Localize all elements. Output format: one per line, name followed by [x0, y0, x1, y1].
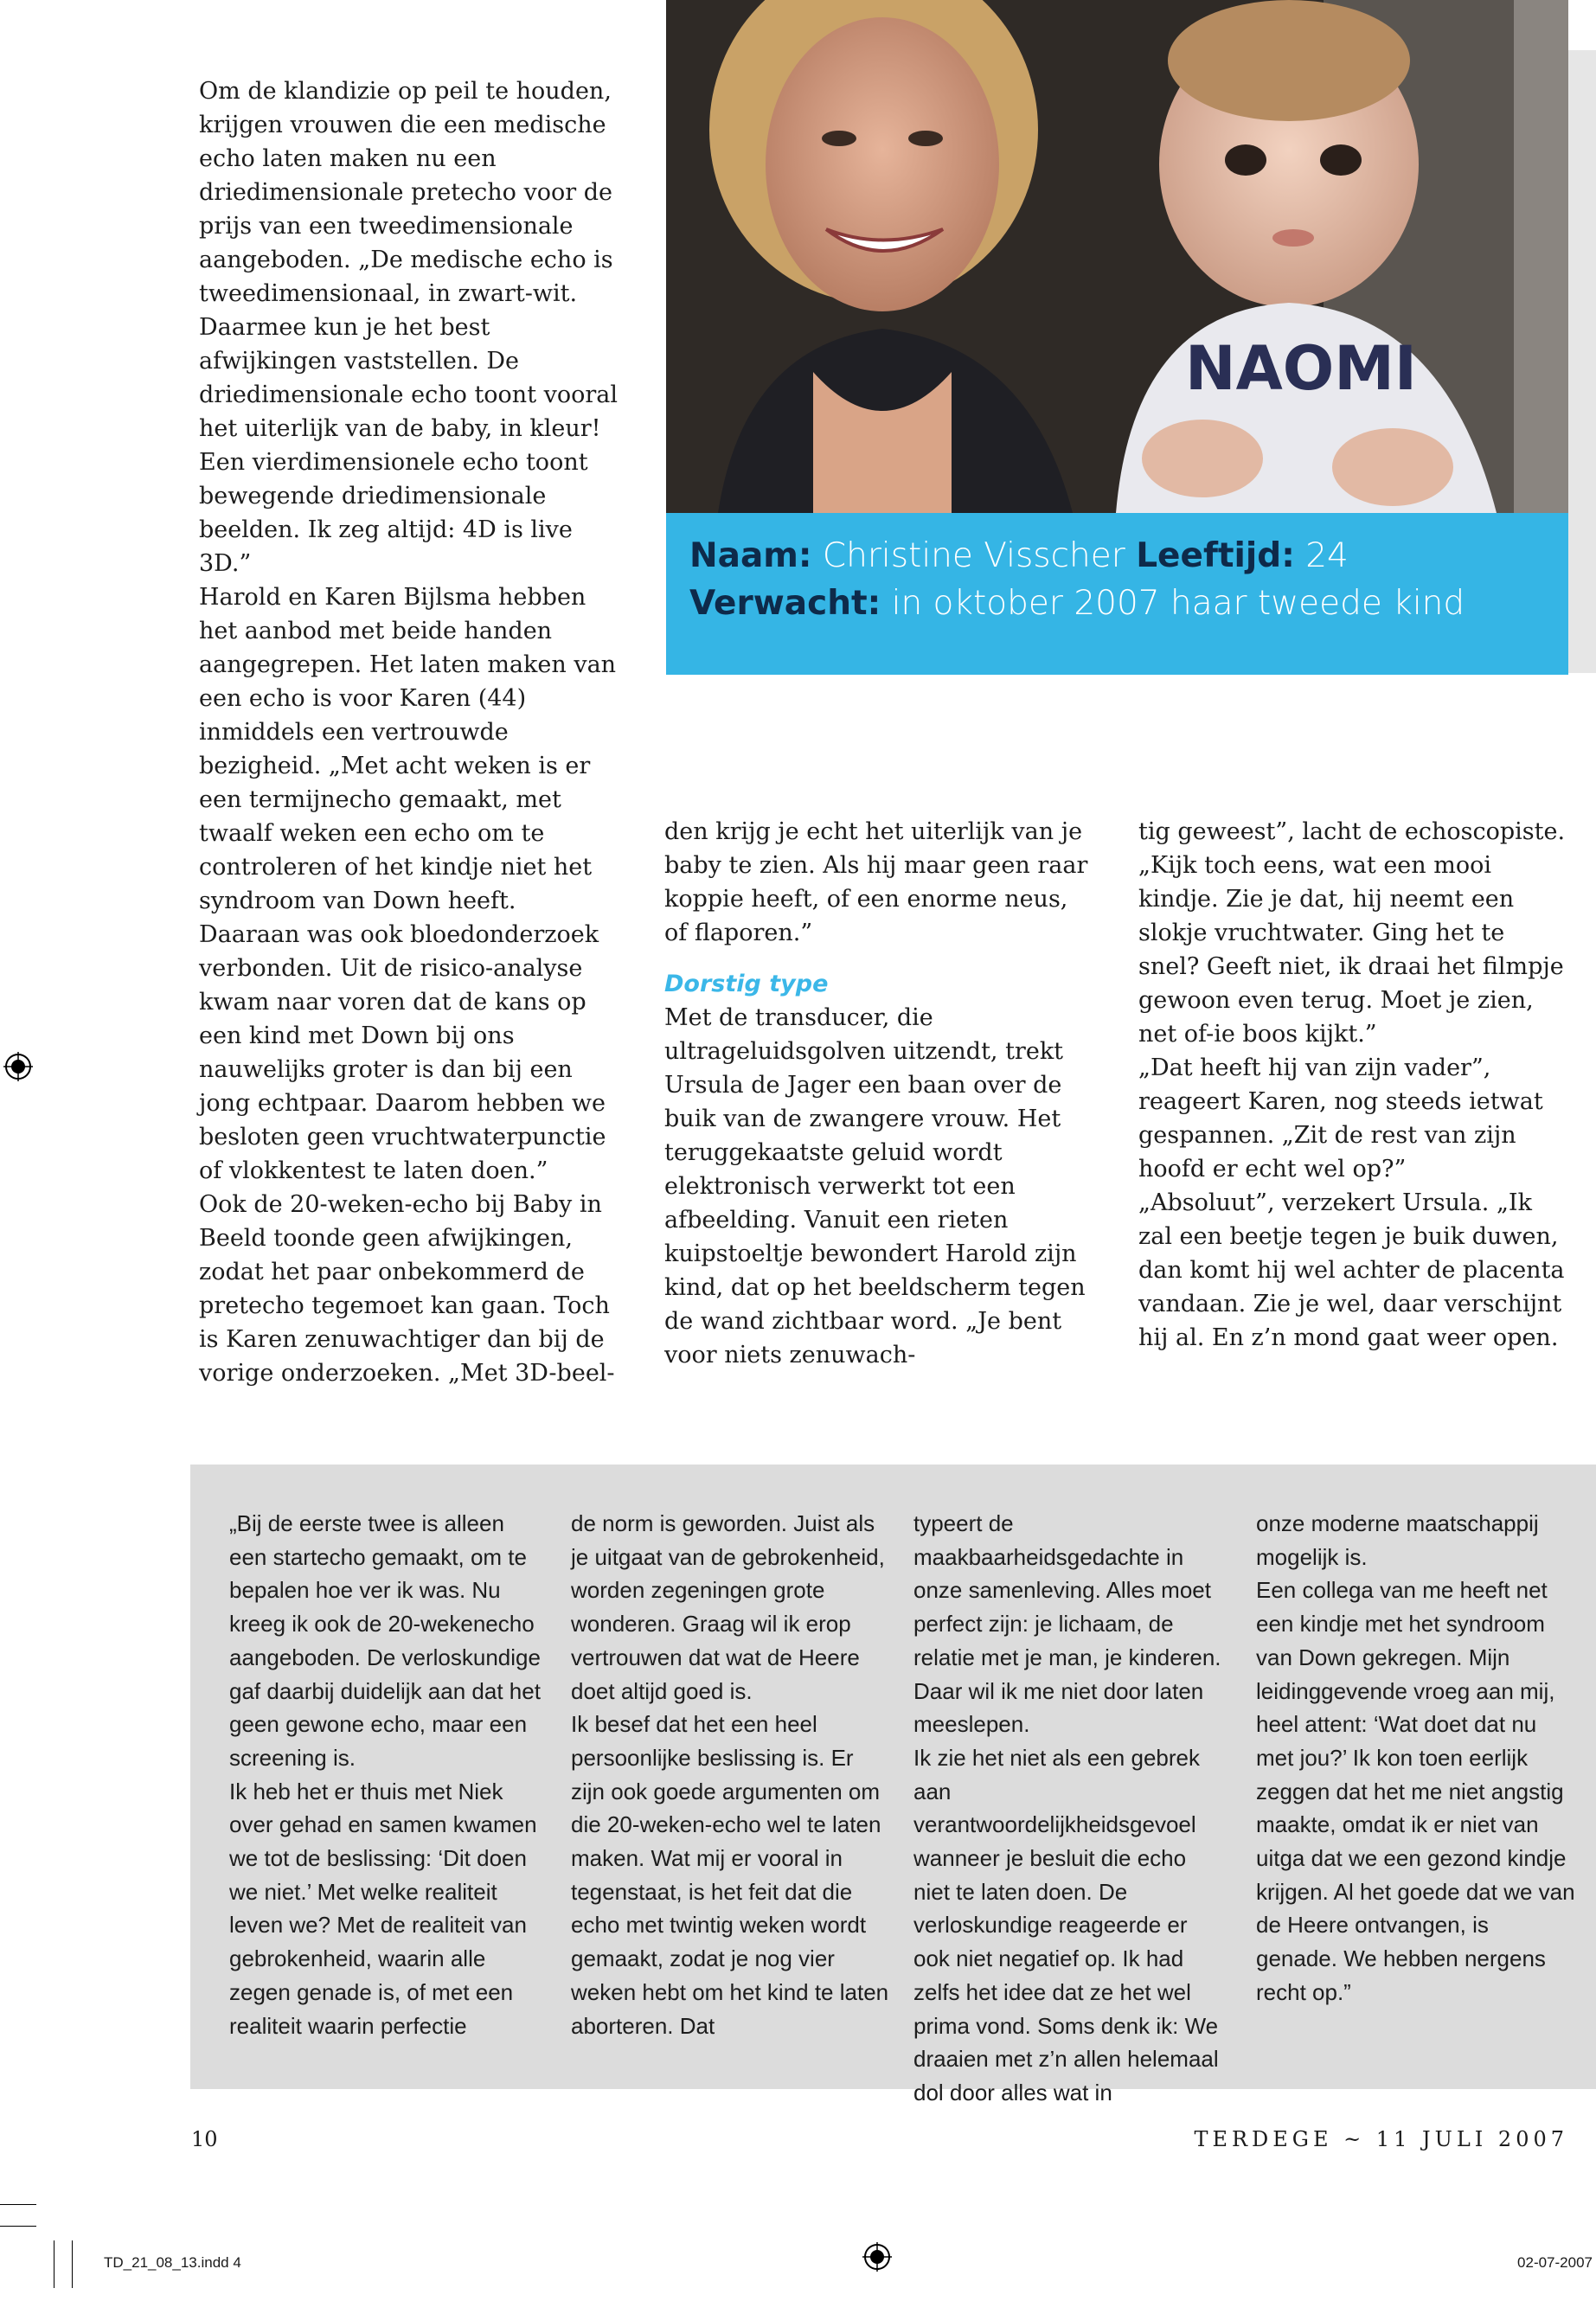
page-edge-strip: [1568, 50, 1596, 673]
page-number: 10: [191, 2127, 218, 2151]
article-paragraph: „Dat heeft hij van zijn vader”, reageert Karen, nog steeds ietwat gespannen. „Zit de rest van zijn hoofd er echt wel op?”: [1138, 1054, 1543, 1183]
portrait-photo: [666, 0, 1568, 513]
article-paragraph: den krijg je echt het uiterlijk van je baby te zien. Als hij maar geen raar koppie heeft, of een enorme neus, of flaporen.”: [664, 818, 1088, 946]
sidebar-paragraph: Ik heb het er thuis met Niek over gehad en samen kwamen we tot de beslissing: ‘Dit doen we niet.’ Met welke realiteit leven we? Met de realiteit van gebrokenheid, waarin alle zegen genade is, of met een realiteit waarin perfectie: [229, 1778, 537, 2039]
sidebar-paragraph: typeert de maakbaarheidsgedachte in onze samenleving. Alles moet perfect zijn: je lichaam, de relatie met je man, je kinderen. Daar wil ik me niet door laten meeslepen.: [913, 1510, 1221, 1738]
sidebar-column-4: [1256, 1507, 1576, 2009]
registration-mark-icon: [862, 2242, 892, 2272]
article-paragraph: Met de transducer, die ultrageluidsgolven uitzendt, trekt Ursula de Jager een baan over de buik van de zwangere vrouw. Het teruggekaatste geluid wordt elektronisch verwerkt tot een afbeelding. Vanuit een rieten kuipstoeltje bewondert Harold zijn kind, dat op het beeldscherm tegen de wand zichtbaar word. „Je bent voor niets zenuwach-: [664, 1004, 1086, 1368]
article-paragraph: tig geweest”, lacht de echoscopiste. „Kijk toch eens, wat een mooi kindje. Zie je dat, hij neemt een slokje vruchtwater. Ging het te snel? Geeft niet, ik draai het filmpje gewoon even terug. Moet je zien, net of-ie boos kijkt.”: [1138, 818, 1566, 1048]
sidebar-paragraph: onze moderne maatschappij mogelijk is.: [1256, 1510, 1539, 1570]
article-paragraph: „Absoluut”, verzekert Ursula. „Ik zal een beetje tegen je buik duwen, dan komt hij wel achter de placenta vandaan. Zie je wel, daar verschijnt hij al. En z’n mond gaat weer open.: [1138, 1189, 1565, 1351]
profile-box: [666, 513, 1568, 675]
subheading: Dorstig type: [664, 971, 829, 997]
sidebar-paragraph: de norm is geworden. Juist als je uitgaat van de gebrokenheid, worden zegeningen grote wonderen. Graag wil ik erop vertrouwen dat wat de Heere doet altijd goed is.: [571, 1510, 885, 1704]
crop-mark: [72, 2240, 73, 2288]
naam-value: Christine Visscher: [822, 536, 1125, 575]
sidebar-paragraph: „Bij de eerste twee is alleen een startecho gemaakt, om te bepalen hoe ver ik was. Nu kreeg ik ook de 20-wekenecho aangeboden. De verloskundige gaf daarbij duidelijk aan dat het geen gewone echo, maar een screening is.: [229, 1510, 541, 1771]
crop-mark: [0, 2226, 36, 2227]
sidebar-paragraph: Ik zie het niet als een gebrek aan verantwoordelijkheidsgevoel wanneer je besluit die echo niet te laten doen. De verloskundige reageerde er ook niet negatief op. Ik had zelfs het idee dat ze het wel prima vond. Soms denk ik: We draaien met z’n allen helemaal dol door alles wat in: [913, 1744, 1219, 2106]
magazine-issue: TERDEGE ~ 11 JULI 2007: [1194, 2127, 1568, 2151]
sidebar-column-3: [913, 1507, 1227, 2110]
article-paragraph: Ook de 20-weken-echo bij Baby in Beeld toonde geen afwijkingen, zodat het paar onbekommerd de pretecho tegemoet kan gaan. Toch is Karen zenuwachtiger dan bij de vorige onderzoeken. „Met 3D-beel-: [199, 1191, 615, 1387]
shirt-print: NAOMI: [1185, 333, 1417, 404]
leeftijd-label: Leeftijd:: [1136, 536, 1295, 575]
verwacht-label: Verwacht:: [689, 584, 881, 623]
sidebar-column-2: [571, 1507, 891, 2042]
leeftijd-value: 24: [1305, 536, 1349, 575]
sidebar-column-1: [229, 1507, 542, 2042]
verwacht-value: in oktober 2007 haar tweede kind: [891, 584, 1465, 623]
naam-label: Naam:: [689, 536, 812, 575]
profile-line-2: [689, 582, 1465, 625]
registration-mark-icon: [3, 1052, 33, 1081]
article-paragraph: Harold en Karen Bijlsma hebben het aanbod met beide handen aangegrepen. Het laten maken van een echo is voor Karen (44) inmiddels een vertrouwde bezigheid. „Met acht weken is er een termijnecho gemaakt, met twaalf weken een echo om te controleren of het kindje niet het syndroom van Down heeft. Daaraan was ook bloedonderzoek verbonden. Uit de risico-analyse kwam naar voren dat de kans op een kind met Down bij ons nauwelijks groter is dan bij een jong echtpaar. Daarom hebben we besloten geen vruchtwaterpunctie of vlokkentest te laten doen.”: [199, 584, 617, 1184]
photo-illustration: [666, 0, 1568, 513]
article-column-3: [1138, 815, 1566, 1355]
sidebar-paragraph: Ik besef dat het een heel persoonlijke beslissing is. Er zijn ook goede argumenten om die 20-weken-echo wel te laten maken. Wat mij er vooral in tegenstaat, is het feit dat die echo met twintig weken wordt gemaakt, zodat je nog vier weken hebt om het kind te laten aborteren. Dat: [571, 1711, 889, 2039]
article-paragraph: Om de klandizie op peil te houden, krijgen vrouwen die een medische echo laten maken nu een driedimensionale pretecho voor de prijs van een tweedimensionale aangeboden. „De medische echo is tweedimensionaal, in zwart-wit. Daarmee kun je het best afwijkingen vaststellen. De driedimensionale echo toont vooral het uiterlijk van de baby, in kleur! Een vierdimensionele echo toont bewegende driedimensionale beelden. Ik zeg altijd: 4D is live 3D.”: [199, 78, 619, 577]
sidebar-paragraph: Een collega van me heeft net een kindje met het syndroom van Down gekregen. Mijn leidinggevende vroeg aan mij, heel attent: ‘Wat doet dat nu met jou?’ Ik kon toen eerlijk zeggen dat het me niet angstig maakte, omdat ik er niet van uitga dat we een gezond kindje krijgen. Al het goede dat we van de Heere ontvangen, is genade. We hebben nergens recht op.”: [1256, 1577, 1575, 2005]
article-column-2: [664, 815, 1097, 1372]
slug-date: 02-07-2007: [1517, 2254, 1593, 2271]
profile-line-1: [689, 535, 1349, 578]
article-column-1: [199, 74, 621, 1390]
crop-mark: [0, 2204, 36, 2205]
slug-filename: TD_21_08_13.indd 4: [104, 2254, 241, 2271]
